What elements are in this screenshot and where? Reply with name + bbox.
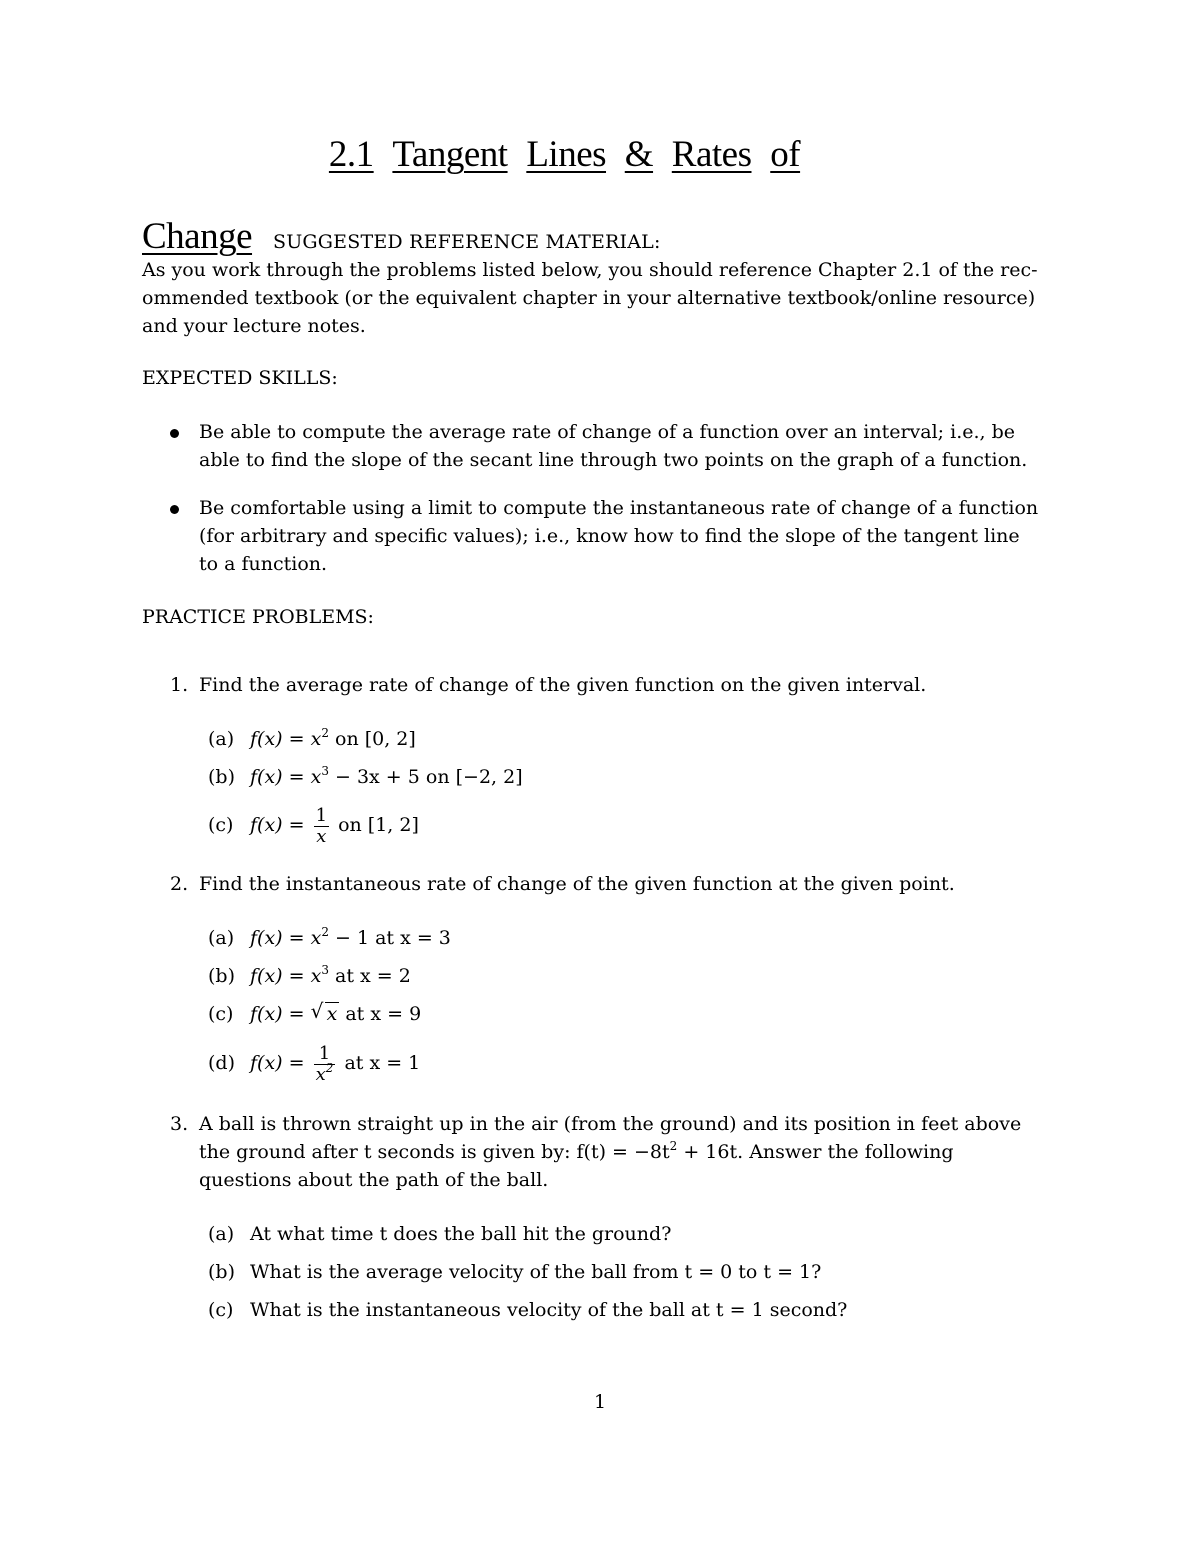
skill-line: to a function. (199, 553, 328, 575)
part-question: What is the instantaneous velocity of the ball at t = 1 second? (250, 1299, 848, 1321)
part-label: (d) (208, 1052, 235, 1074)
expr-lhs: f(x) = (250, 1003, 305, 1025)
expr-lhs: f(x) = (250, 728, 305, 750)
problem-line-part: + 16t. Answer the following (683, 1141, 954, 1163)
fraction-numerator: 1 (315, 804, 328, 826)
part-label: (c) (208, 1299, 234, 1321)
title-word: of (770, 134, 801, 175)
part-expression (250, 1034, 420, 1092)
expr-base: x (310, 965, 322, 987)
part-expression (250, 763, 523, 792)
expr-rest: − 1 at x = 3 (335, 927, 451, 949)
skill-line: (for arbitrary and specific values); i.e., know how to find the slope of the tangent line (199, 525, 1020, 547)
title-line-2 (142, 215, 252, 258)
skill-line: able to find the slope of the secant line through two points on the graph of a function. (199, 449, 1028, 471)
expr-rest: on [0, 2] (335, 728, 416, 750)
problem-line (199, 1138, 954, 1167)
square-root (311, 1000, 340, 1029)
part-question: What is the average velocity of the ball from t = 0 to t = 1? (250, 1261, 822, 1283)
problem-text: Find the average rate of change of the given function on the given interval. (199, 674, 927, 696)
title-word: Tangent (392, 134, 508, 175)
problem-number: 2. (170, 873, 189, 895)
problem-line: questions about the path of the ball. (199, 1169, 549, 1191)
reference-line: As you work through the problems listed below, you should reference Chapter 2.1 of the rec- (142, 259, 1038, 281)
skill-line: Be comfortable using a limit to compute the instantaneous rate of change of a function (199, 497, 1039, 519)
expr-rest: at x = 1 (344, 1052, 421, 1074)
bullet-icon (170, 429, 179, 438)
den-exponent: 2 (325, 1060, 334, 1075)
expr-exponent: 2 (321, 726, 329, 740)
expr-lhs: f(x) = (250, 927, 305, 949)
expr-exponent: 2 (669, 1139, 678, 1153)
part-label: (a) (208, 1223, 235, 1245)
part-expression (250, 725, 416, 754)
part-expression (250, 796, 419, 854)
part-label: (a) (208, 927, 235, 949)
expr-exponent: 3 (321, 764, 329, 778)
reference-heading: SUGGESTED REFERENCE MATERIAL: (273, 231, 661, 253)
fraction-denominator (314, 1060, 336, 1085)
expr-lhs: f(x) = (250, 814, 305, 836)
expr-base: x (310, 766, 322, 788)
title-word: & (624, 134, 654, 175)
part-label: (b) (208, 965, 235, 987)
expr-exponent: 3 (321, 963, 329, 977)
practice-heading: PRACTICE PROBLEMS: (142, 606, 374, 628)
part-label: (a) (208, 728, 235, 750)
expr-rest: at x = 9 (345, 1003, 422, 1025)
part-label: (c) (208, 814, 234, 836)
expr-base: x (310, 927, 322, 949)
radical-sign-icon: √ (310, 999, 324, 1023)
fraction-numerator: 1 (318, 1042, 331, 1064)
title-word: 2.1 (328, 134, 374, 175)
title-word: Lines (526, 134, 607, 175)
part-question: At what time t does the ball hit the ground? (250, 1223, 672, 1245)
expr-lhs: f(x) = (250, 965, 305, 987)
problem-line: A ball is thrown straight up in the air (from the ground) and its position in feet above (199, 1113, 1022, 1135)
part-expression (250, 962, 411, 991)
part-label: (c) (208, 1003, 234, 1025)
problem-text: Find the instantaneous rate of change of the given function at the given point. (199, 873, 955, 895)
problem-line-part: the ground after t seconds is given by: f(t) = −8t (199, 1141, 670, 1163)
part-label: (b) (208, 766, 235, 788)
expr-base: x (310, 728, 322, 750)
part-expression (250, 924, 451, 953)
expr-rest: at x = 2 (335, 965, 411, 987)
reference-line: ommended textbook (or the equivalent chapter in your alternative textbook/online resource) (142, 287, 1036, 309)
skill-line: Be able to compute the average rate of change of a function over an interval; i.e., be (199, 421, 1016, 443)
title-line-1 (0, 133, 1129, 176)
skills-heading: EXPECTED SKILLS: (142, 367, 338, 389)
expr-lhs: f(x) = (250, 1052, 305, 1074)
part-label: (b) (208, 1261, 235, 1283)
fraction (314, 806, 329, 847)
den-base: x (315, 1063, 326, 1085)
expr-rest: on [1, 2] (338, 814, 419, 836)
expr-lhs: f(x) = (250, 766, 305, 788)
reference-line: and your lecture notes. (142, 315, 366, 337)
bullet-icon (170, 505, 179, 514)
title-word: Rates (671, 134, 752, 175)
problem-number: 3. (170, 1113, 189, 1135)
title-word: Change (142, 216, 253, 257)
part-expression (250, 1000, 421, 1029)
fraction-denominator: x (316, 825, 327, 847)
radicand: x (326, 1003, 338, 1025)
expr-exponent: 2 (321, 925, 329, 939)
page-number: 1 (593, 1391, 607, 1413)
fraction (314, 1044, 336, 1085)
problem-number: 1. (170, 674, 189, 696)
expr-rest: − 3x + 5 on [−2, 2] (335, 766, 523, 788)
